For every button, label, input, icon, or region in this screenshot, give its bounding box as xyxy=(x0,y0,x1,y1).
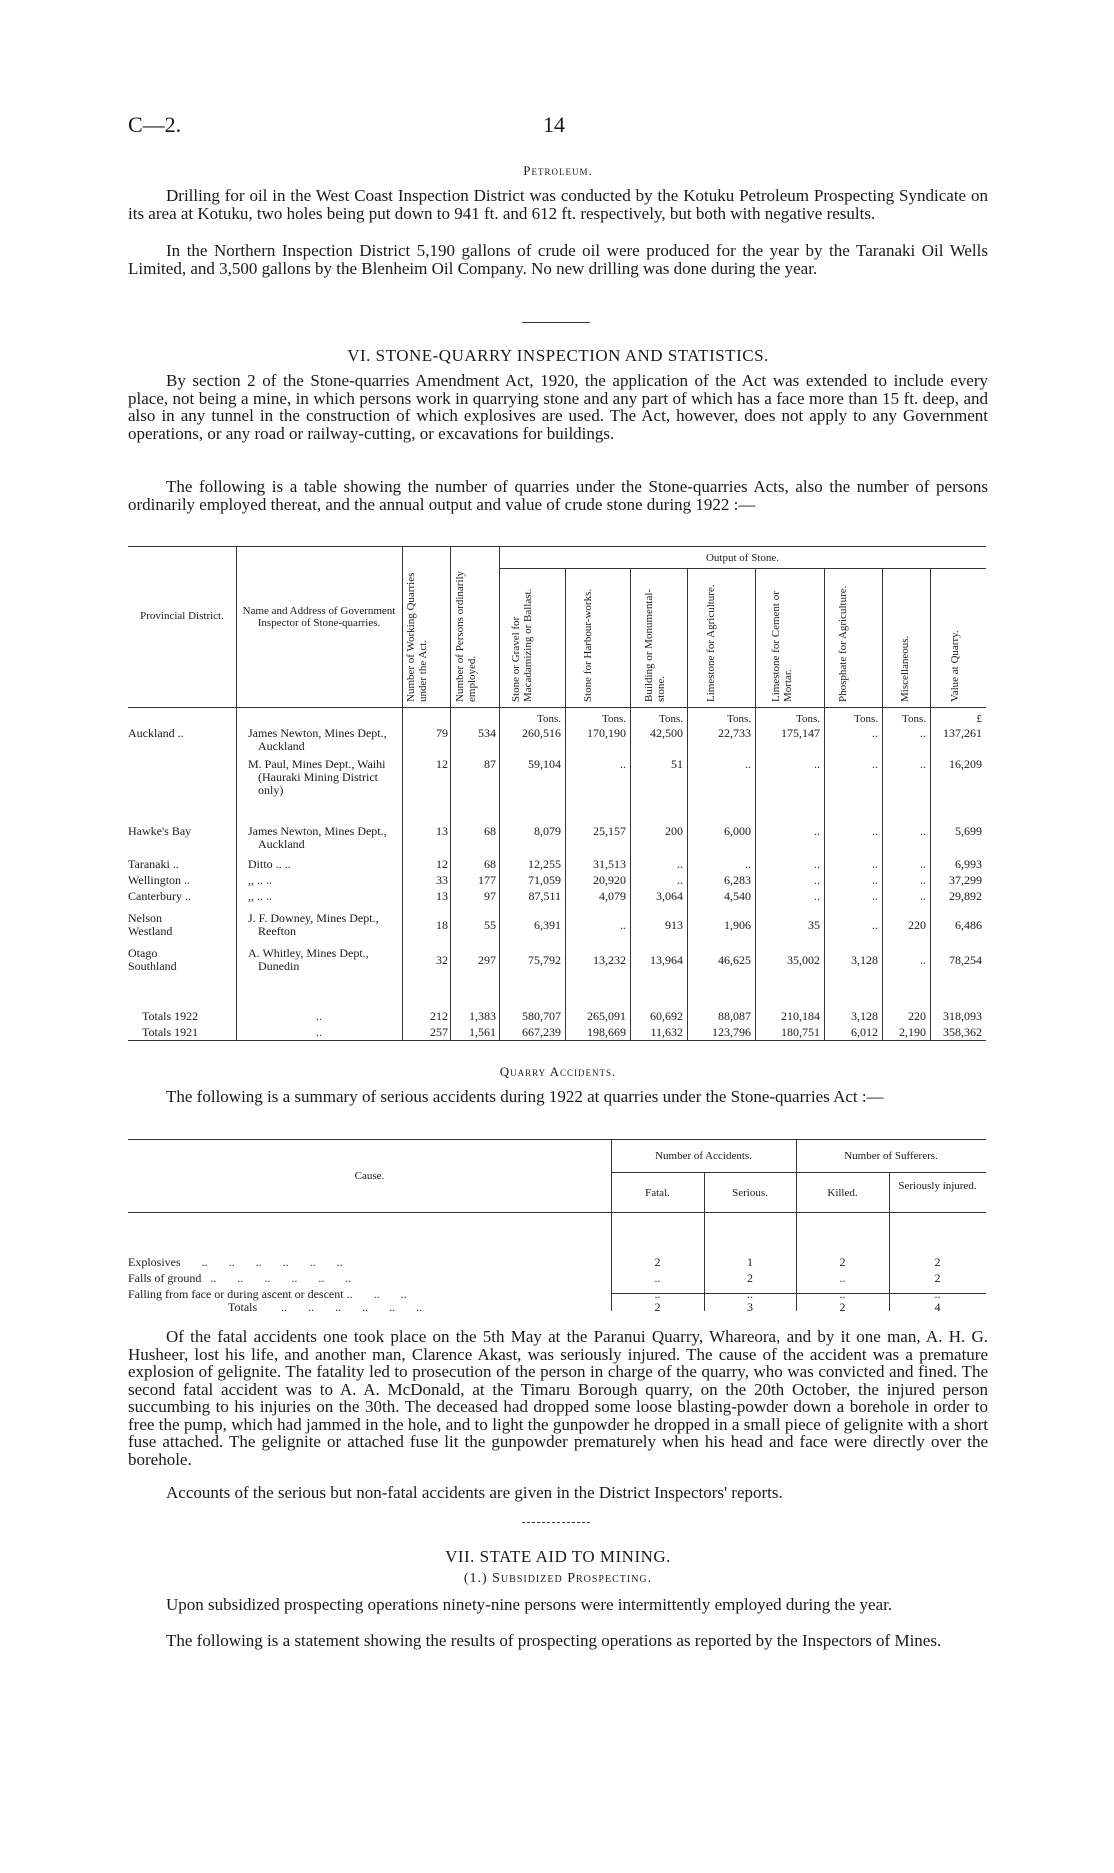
totals-name: .. xyxy=(316,1009,322,1023)
col-header-sufferers: Number of Sufferers. xyxy=(844,1150,938,1162)
table-cell: .. xyxy=(620,757,626,771)
inspector-cell: ,, .. .. xyxy=(248,889,272,903)
district-cell: Otago Southland xyxy=(128,946,177,973)
unit-lime-agriculture: Tons. xyxy=(727,713,751,725)
accidents-heading: Quarry Accidents. xyxy=(499,1064,617,1079)
table-cell: 71,059 xyxy=(528,873,561,887)
table-cell: 2 xyxy=(839,1255,846,1269)
table-cell: .. xyxy=(814,889,820,903)
table-cell: .. xyxy=(934,1287,941,1301)
table-cell: .. xyxy=(677,873,683,887)
table-cell: .. xyxy=(920,824,926,838)
table-cell: 79 xyxy=(436,726,448,740)
table-cell: .. xyxy=(839,1271,846,1285)
table-cell: .. xyxy=(747,1287,753,1301)
table-cell: 18 xyxy=(436,918,448,932)
table-cell: 20,920 xyxy=(593,873,626,887)
table-cell: 46,625 xyxy=(718,953,751,967)
totals-cell: 1,383 xyxy=(469,1009,496,1023)
table-cell: 6,486 xyxy=(955,918,982,932)
table-cell: 220 xyxy=(908,918,926,932)
table-cell: .. xyxy=(745,757,751,771)
table-cell: 297 xyxy=(478,953,496,967)
unit-lime-cement: Tons. xyxy=(796,713,820,725)
table-cell: 200 xyxy=(665,824,683,838)
totals-cell: 4 xyxy=(934,1300,941,1314)
district-cell: Hawke's Bay xyxy=(128,824,192,838)
table-cell: .. xyxy=(920,857,926,871)
unit-value: £ xyxy=(976,713,982,725)
totals-cell: 2 xyxy=(839,1300,846,1314)
divider xyxy=(522,1522,590,1523)
district-cell: Nelson Westland xyxy=(128,911,173,938)
col-header-building: Building or Monumental-stone. xyxy=(643,588,667,702)
col-header-persons: Number of Persons ordinarily employed. xyxy=(454,570,478,702)
table-cell: 42,500 xyxy=(650,726,683,740)
table-cell: 6,283 xyxy=(724,873,751,887)
totals-cell: 6,012 xyxy=(851,1025,878,1039)
table-cell: .. xyxy=(872,824,878,838)
table-cell: 2 xyxy=(654,1255,661,1269)
table-cell: 6,993 xyxy=(955,857,982,871)
table-cell: .. xyxy=(920,757,926,771)
table-cell: 75,792 xyxy=(528,953,561,967)
col-header-serious: Serious. xyxy=(732,1187,768,1199)
petroleum-paragraph-1: Drilling for oil in the West Coast Inspection District was conducted by the Kotuku Petroleum Prospecting Syndicate on its area at Kotuku, two holes being put down to 941 ft. and 612 ft. respectively, but both with negative results. xyxy=(128,186,988,223)
table-cell: 33 xyxy=(436,873,448,887)
col-header-output: Output of Stone. xyxy=(705,552,780,564)
inspector-cell: J. F. Downey, Mines Dept., Reefton xyxy=(248,911,379,938)
table-cell: 22,733 xyxy=(718,726,751,740)
table-cell: .. xyxy=(920,873,926,887)
totals-cell: 180,751 xyxy=(781,1025,820,1039)
table-cell: 97 xyxy=(484,889,496,903)
col-header-lime-agriculture: Limestone for Agriculture. xyxy=(705,584,717,702)
totals-cell: 2 xyxy=(654,1300,661,1314)
totals-cell: 2,190 xyxy=(899,1025,926,1039)
section-6-heading: VI. STONE-QUARRY INSPECTION AND STATISTICS. xyxy=(347,346,769,365)
table-cell: 31,513 xyxy=(593,857,626,871)
table-cell: 2 xyxy=(747,1271,753,1285)
table-cell: 4,079 xyxy=(599,889,626,903)
totals-cell: 60,692 xyxy=(650,1009,683,1023)
district-cell: Taranaki .. xyxy=(128,857,179,871)
table-cell: 1 xyxy=(747,1255,753,1269)
table-cell: 534 xyxy=(478,726,496,740)
unit-misc: Tons. xyxy=(902,713,926,725)
table-cell: 175,147 xyxy=(781,726,820,740)
table-cell: 2 xyxy=(934,1271,941,1285)
totals-cell: 265,091 xyxy=(587,1009,626,1023)
table-cell: 55 xyxy=(484,918,496,932)
inspector-cell: Ditto .. .. xyxy=(248,857,291,871)
table-cell: .. xyxy=(920,889,926,903)
table-cell: 29,892 xyxy=(949,889,982,903)
inspector-cell: James Newton, Mines Dept., Auckland xyxy=(248,726,387,753)
unit-phosphate: Tons. xyxy=(854,713,878,725)
table-cell: .. xyxy=(677,857,683,871)
totals-label: Totals 1921 xyxy=(142,1025,199,1039)
table-cell: 5,699 xyxy=(955,824,982,838)
section-7-subheading: (1.) Subsidized Prospecting. xyxy=(463,1571,653,1586)
table-cell: 78,254 xyxy=(949,953,982,967)
table-cell: 13 xyxy=(436,889,448,903)
table-cell: .. xyxy=(872,873,878,887)
district-cell: Auckland .. xyxy=(128,726,184,740)
col-header-name: Name and Address of Government Inspector of Stone-quarries. xyxy=(242,605,396,629)
table-cell: 16,209 xyxy=(949,757,982,771)
table-cell: 68 xyxy=(484,857,496,871)
table-cell: .. xyxy=(745,857,751,871)
inspector-cell: ,, .. .. xyxy=(248,873,272,887)
table-cell: 12 xyxy=(436,757,448,771)
district-cell: Wellington .. xyxy=(128,873,191,887)
section-6-paragraph-1: By section 2 of the Stone-quarries Amendment Act, 1920, the application of the Act was extended to include every place, not being a mine, in which persons work in quarrying stone and any part of which has a face more than 15 ft. deep, and also in any tunnel in the construction of which explosives are used. The Act, however, does not apply to any Government operations, or any road or railway-cutting, or excavations for buildings. xyxy=(128,371,988,443)
table-cell: 6,000 xyxy=(724,824,751,838)
section-7-paragraph-2: The following is a statement showing the results of prospecting operations as reported by the Inspectors of Mines. xyxy=(166,1631,942,1650)
table-cell: 13 xyxy=(436,824,448,838)
table-cell: .. xyxy=(654,1271,661,1285)
col-header-lime-cement: Limestone for Cement or Mortar. xyxy=(770,591,794,702)
table-cell: .. xyxy=(872,726,878,740)
table-cell: .. xyxy=(654,1287,661,1301)
table-cell: 12,255 xyxy=(528,857,561,871)
inspector-cell: James Newton, Mines Dept., Auckland xyxy=(248,824,387,851)
table-cell: 913 xyxy=(665,918,683,932)
section-6-paragraph-2: The following is a table showing the number of quarries under the Stone-quarries Acts, also the number of persons ordinarily employed thereat, and the annual output and value of crude stone during 1922 :— xyxy=(128,477,988,514)
table-cell: .. xyxy=(872,757,878,771)
table-cell: 6,391 xyxy=(534,918,561,932)
page-number: 14 xyxy=(543,112,565,137)
inspector-cell: A. Whitley, Mines Dept., Dunedin xyxy=(248,946,369,973)
district-cell: Canterbury .. xyxy=(128,889,191,903)
table-cell: .. xyxy=(872,918,878,932)
table-cell: 1,906 xyxy=(724,918,751,932)
totals-cell: 198,669 xyxy=(587,1025,626,1039)
accidents-intro: The following is a summary of serious accidents during 1922 at quarries under the Stone-quarries Act :— xyxy=(166,1087,884,1106)
table-cell: 3,064 xyxy=(656,889,683,903)
totals-cell: 667,239 xyxy=(522,1025,561,1039)
unit-building: Tons. xyxy=(659,713,683,725)
table-cell: 3,128 xyxy=(851,953,878,967)
col-header-quarries: Number of Working Quarries under the Act. xyxy=(405,572,429,702)
table-cell: 8,079 xyxy=(534,824,561,838)
totals-label: Totals 1922 xyxy=(142,1009,199,1023)
totals-cell: 123,796 xyxy=(712,1025,751,1039)
table-cell: 87,511 xyxy=(528,889,561,903)
page-code: C—2. xyxy=(128,112,182,137)
table-cell: 4,540 xyxy=(724,889,751,903)
table-cell: 12 xyxy=(436,857,448,871)
table-cell: .. xyxy=(920,953,926,967)
totals-cell: 318,093 xyxy=(943,1009,982,1023)
totals-cell: 1,561 xyxy=(469,1025,496,1039)
totals-cell: 580,707 xyxy=(522,1009,561,1023)
table-cell: .. xyxy=(620,918,626,932)
table-cell: 260,516 xyxy=(522,726,561,740)
table-cell: 32 xyxy=(436,953,448,967)
table-cell: 25,157 xyxy=(593,824,626,838)
col-header-accidents: Number of Accidents. xyxy=(655,1150,752,1162)
petroleum-paragraph-2: In the Northern Inspection District 5,190 gallons of crude oil were produced for the year by the Taranaki Oil Wells Limited, and 3,500 gallons by the Blenheim Oil Company. No new drilling was done during the year. xyxy=(128,241,988,278)
table-cell: .. xyxy=(814,757,820,771)
table-cell: .. xyxy=(814,857,820,871)
totals-label: Totals .. .. .. .. .. .. xyxy=(228,1301,423,1314)
col-header-gravel: Stone or Gravel for Macadamizing or Ballast. xyxy=(510,588,534,702)
totals-cell: 210,184 xyxy=(781,1009,820,1023)
petroleum-heading: Petroleum. xyxy=(523,163,593,178)
col-header-fatal: Fatal. xyxy=(645,1187,670,1199)
totals-cell: 358,362 xyxy=(943,1025,982,1039)
table-cell: 35 xyxy=(808,918,820,932)
cause-cell: Falls of ground .. .. .. .. .. .. xyxy=(128,1272,352,1285)
col-header-misc: Miscellaneous. xyxy=(899,635,911,702)
totals-cell: 257 xyxy=(430,1025,448,1039)
table-cell: 2 xyxy=(934,1255,941,1269)
col-header-value: Value at Quarry. xyxy=(949,630,961,702)
cause-cell: Falling from face or during ascent or descent .. .. .. xyxy=(128,1288,407,1301)
totals-cell: 11,632 xyxy=(650,1025,683,1039)
totals-cell: 212 xyxy=(430,1009,448,1023)
totals-cell: 220 xyxy=(908,1009,926,1023)
table-cell: 87 xyxy=(484,757,496,771)
table-cell: 170,190 xyxy=(587,726,626,740)
table-cell: 13,232 xyxy=(593,953,626,967)
totals-cell: 3 xyxy=(747,1300,753,1314)
table-cell: 13,964 xyxy=(650,953,683,967)
inspector-cell: M. Paul, Mines Dept., Waihi (Hauraki Mining District only) xyxy=(248,757,386,797)
accidents-paragraph-2: Accounts of the serious but non-fatal accidents are given in the District Inspectors' reports. xyxy=(166,1483,783,1502)
section-7-paragraph-1: Upon subsidized prospecting operations ninety-nine persons were intermittently employed during the year. xyxy=(166,1595,893,1614)
col-header-killed: Killed. xyxy=(827,1187,858,1199)
col-header-phosphate: Phosphate for Agriculture. xyxy=(837,585,849,702)
totals-cell: 88,087 xyxy=(718,1009,751,1023)
table-cell: 37,299 xyxy=(949,873,982,887)
unit-harbour: Tons. xyxy=(602,713,626,725)
table-cell: .. xyxy=(872,857,878,871)
table-cell: 177 xyxy=(478,873,496,887)
unit-gravel: Tons. xyxy=(537,713,561,725)
table-cell: 68 xyxy=(484,824,496,838)
divider xyxy=(522,322,590,323)
col-header-district: Provincial District. xyxy=(140,610,224,622)
cause-cell: Explosives .. .. .. .. .. .. xyxy=(128,1256,343,1269)
table-cell: .. xyxy=(814,873,820,887)
col-header-harbour: Stone for Harbour-works. xyxy=(582,588,594,702)
table-cell: .. xyxy=(839,1287,846,1301)
totals-cell: 3,128 xyxy=(851,1009,878,1023)
section-7-heading: VII. STATE AID TO MINING. xyxy=(445,1547,671,1566)
accidents-paragraph-1: Of the fatal accidents one took place on the 5th May at the Paranui Quarry, Whareora, and by it one man, A. H. G. Husheer, lost his life, and another man, Clarence Akast, was seriously injured. The cause of the accident was a premature explosion of gelignite. The fatality led to prosecution of the person in charge of the quarry, who was convicted and fined. The second fatal accident was to A. A. McDonald, at the Timaru Borough quarry, on the 20th October, the injured person succumbing to his injuries on the 30th. The deceased had dropped some loose blasting-powder down a borehole in order to free the pump, which had jammed in the hole, and to light the gunpowder he dropped in a small piece of gelignite with a short fuse attached. The gelignite or attached fuse lit the gunpowder prematurely when his head and face were directly over the borehole. xyxy=(128,1327,988,1469)
totals-name: .. xyxy=(316,1025,322,1039)
table-cell: .. xyxy=(872,889,878,903)
table-cell: 59,104 xyxy=(528,757,561,771)
col-header-cause: Cause. xyxy=(354,1170,385,1182)
table-cell: 137,261 xyxy=(943,726,982,740)
table-cell: .. xyxy=(920,726,926,740)
table-cell: 51 xyxy=(671,757,683,771)
col-header-injured: Seriously injured. xyxy=(898,1180,977,1192)
table-cell: .. xyxy=(814,824,820,838)
table-cell: 35,002 xyxy=(787,953,820,967)
